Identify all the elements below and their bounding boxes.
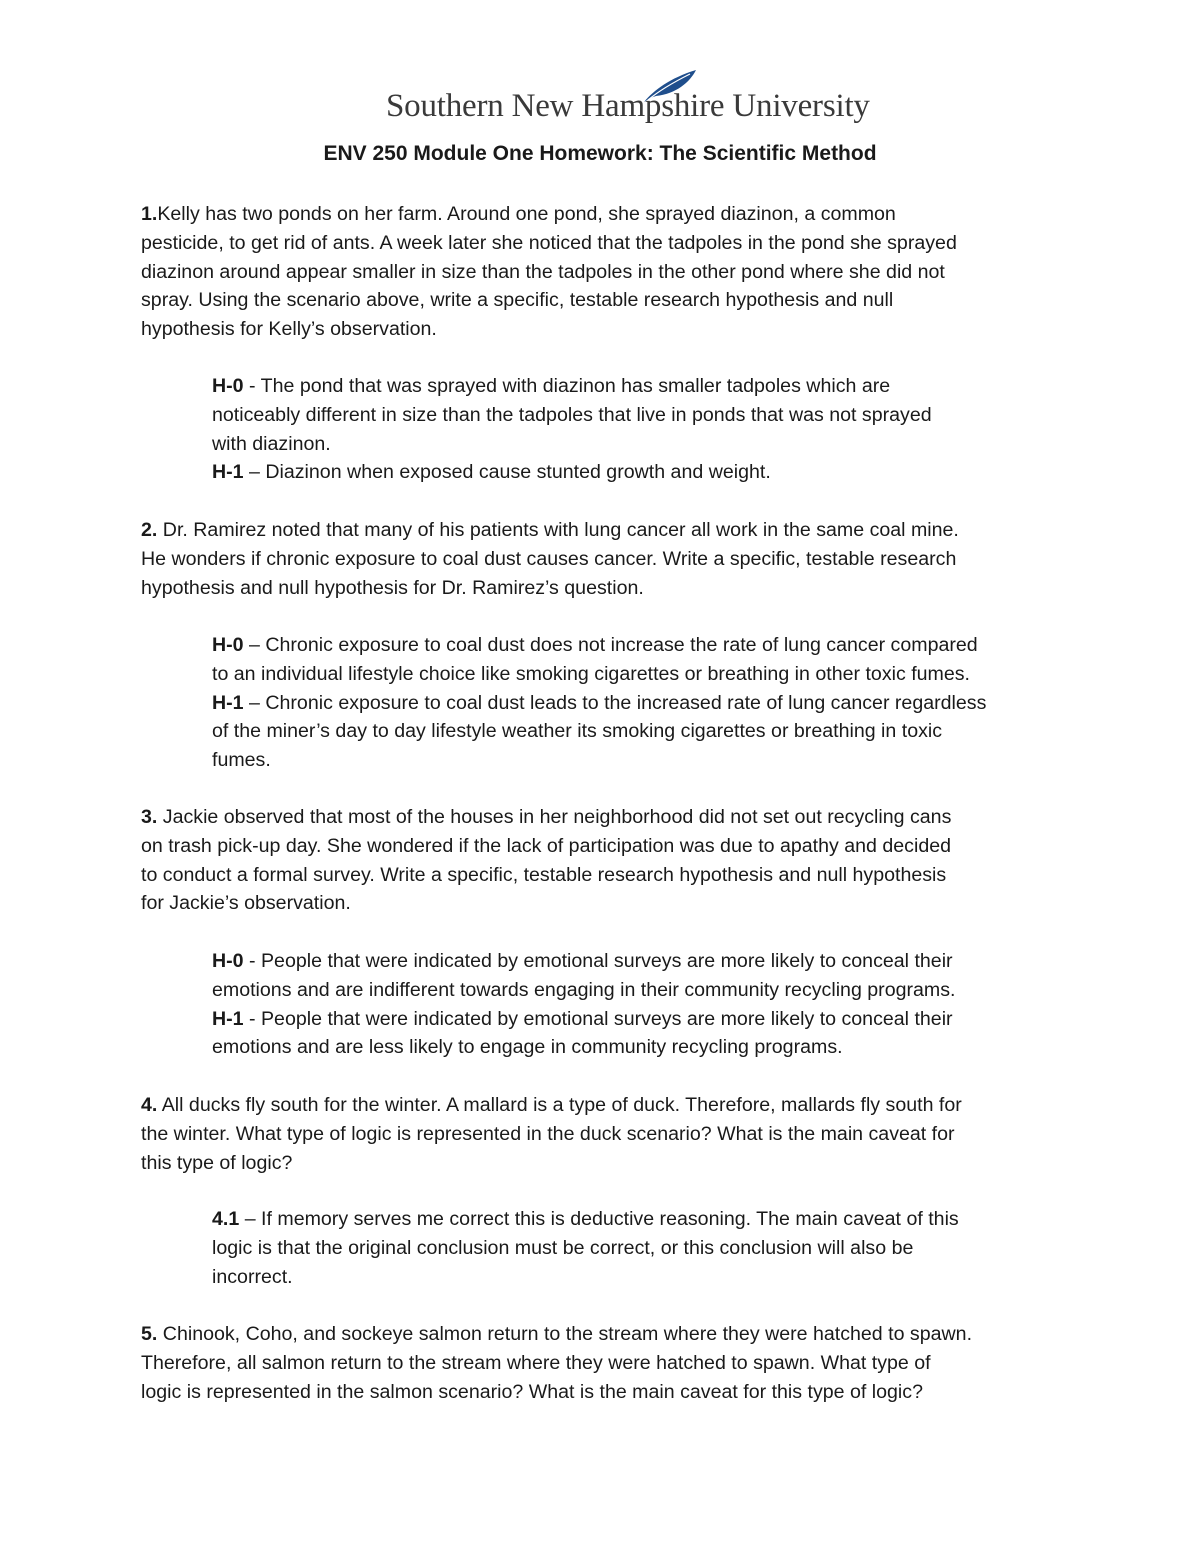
question-line: pesticide, to get rid of ants. A week later she noticed that the tadpoles in the pond she sprayed xyxy=(141,231,957,254)
answer-3 xyxy=(212,947,956,1062)
answer-line: H-1 - People that were indicated by emotional surveys are more likely to conceal their xyxy=(212,1007,953,1030)
question-number: 5. xyxy=(141,1323,158,1345)
page-title: ENV 250 Module One Homework: The Scientific Method xyxy=(323,142,877,165)
question-line: diazinon around appear smaller in size than the tadpoles in the other pond where she did not xyxy=(141,260,945,283)
answer-line: H-0 - People that were indicated by emotional surveys are more likely to conceal their xyxy=(212,950,953,972)
question-1 xyxy=(141,200,957,344)
null-hypothesis-label: H-0 xyxy=(212,950,244,972)
question-number: 4. xyxy=(141,1094,158,1116)
answer-line: of the miner’s day to day lifestyle weather its smoking cigarettes or breathing in toxic xyxy=(212,720,943,743)
question-line: the winter. What type of logic is represented in the duck scenario? What is the main caveat for xyxy=(141,1122,955,1145)
answer-line: H-0 - The pond that was sprayed with diazinon has smaller tadpoles which are xyxy=(212,375,891,397)
question-line: Therefore, all salmon return to the stream where they were hatched to spawn. What type of xyxy=(141,1351,931,1374)
answer-line: logic is that the original conclusion must be correct, or this conclusion will also be xyxy=(212,1236,914,1259)
answer-line: H-1 – Diazinon when exposed cause stunted growth and weight. xyxy=(212,461,771,484)
answer-1 xyxy=(212,372,932,487)
research-hypothesis-label: H-1 xyxy=(212,461,244,484)
research-hypothesis-label: H-1 xyxy=(212,691,244,714)
question-line: 3. Jackie observed that most of the houses in her neighborhood did not set out recycling cans xyxy=(141,806,952,828)
answer-line: H-1 – Chronic exposure to coal dust leads to the increased rate of lung cancer regardless xyxy=(212,691,987,714)
answer-line: with diazinon. xyxy=(212,432,331,455)
answer-line: H-0 – Chronic exposure to coal dust does not increase the rate of lung cancer compared xyxy=(212,634,978,656)
question-line: He wonders if chronic exposure to coal dust causes cancer. Write a specific, testable research xyxy=(141,547,957,570)
question-line: spray. Using the scenario above, write a specific, testable research hypothesis and null xyxy=(141,289,894,312)
answer-line: incorrect. xyxy=(212,1265,293,1288)
question-line: 2. Dr. Ramirez noted that many of his patients with lung cancer all work in the same coal mine. xyxy=(141,519,959,541)
question-line: 4. All ducks fly south for the winter. A mallard is a type of duck. Therefore, mallards fly south for xyxy=(141,1094,962,1116)
question-line: this type of logic? xyxy=(141,1151,293,1174)
question-number: 3. xyxy=(141,806,158,828)
question-5 xyxy=(141,1320,972,1406)
question-line: 5. Chinook, Coho, and sockeye salmon return to the stream where they were hatched to spawn. xyxy=(141,1323,973,1345)
university-logo xyxy=(386,70,870,136)
question-3 xyxy=(141,803,951,918)
answer-line: 4.1 – If memory serves me correct this is deductive reasoning. The main caveat of this xyxy=(212,1208,959,1230)
question-line: to conduct a formal survey. Write a specific, testable research hypothesis and null hypothesis xyxy=(141,863,947,886)
answer-line: emotions and are indifferent towards engaging in their community recycling programs. xyxy=(212,978,956,1001)
answer-line: emotions and are less likely to engage in community recycling programs. xyxy=(212,1036,843,1059)
question-2 xyxy=(141,516,959,602)
answer-line: fumes. xyxy=(212,749,271,772)
question-number: 1. xyxy=(141,203,158,225)
research-hypothesis-label: H-1 xyxy=(212,1007,244,1030)
question-line: 1.Kelly has two ponds on her farm. Around one pond, she sprayed diazinon, a common xyxy=(141,203,896,225)
question-line: hypothesis for Kelly’s observation. xyxy=(141,318,437,341)
answer-4 xyxy=(212,1205,959,1291)
answer-number: 4.1 xyxy=(212,1208,240,1230)
answer-line: to an individual lifestyle choice like smoking cigarettes or breathing in other toxic fumes. xyxy=(212,662,971,685)
question-line: for Jackie’s observation. xyxy=(141,892,351,915)
question-line: hypothesis and null hypothesis for Dr. Ramirez’s question. xyxy=(141,576,644,599)
question-line: on trash pick-up day. She wondered if the lack of participation was due to apathy and decided xyxy=(141,834,952,857)
logo-wordmark: Southern New Hampshire University xyxy=(386,88,870,124)
question-number: 2. xyxy=(141,519,158,541)
leaf-icon xyxy=(640,68,700,104)
question-4 xyxy=(141,1091,962,1177)
question-line: logic is represented in the salmon scenario? What is the main caveat for this type of logic? xyxy=(141,1380,923,1403)
answer-line: noticeably different in size than the tadpoles that live in ponds that was not sprayed xyxy=(212,403,932,426)
null-hypothesis-label: H-0 xyxy=(212,634,244,656)
null-hypothesis-label: H-0 xyxy=(212,375,244,397)
answer-2 xyxy=(212,631,986,775)
